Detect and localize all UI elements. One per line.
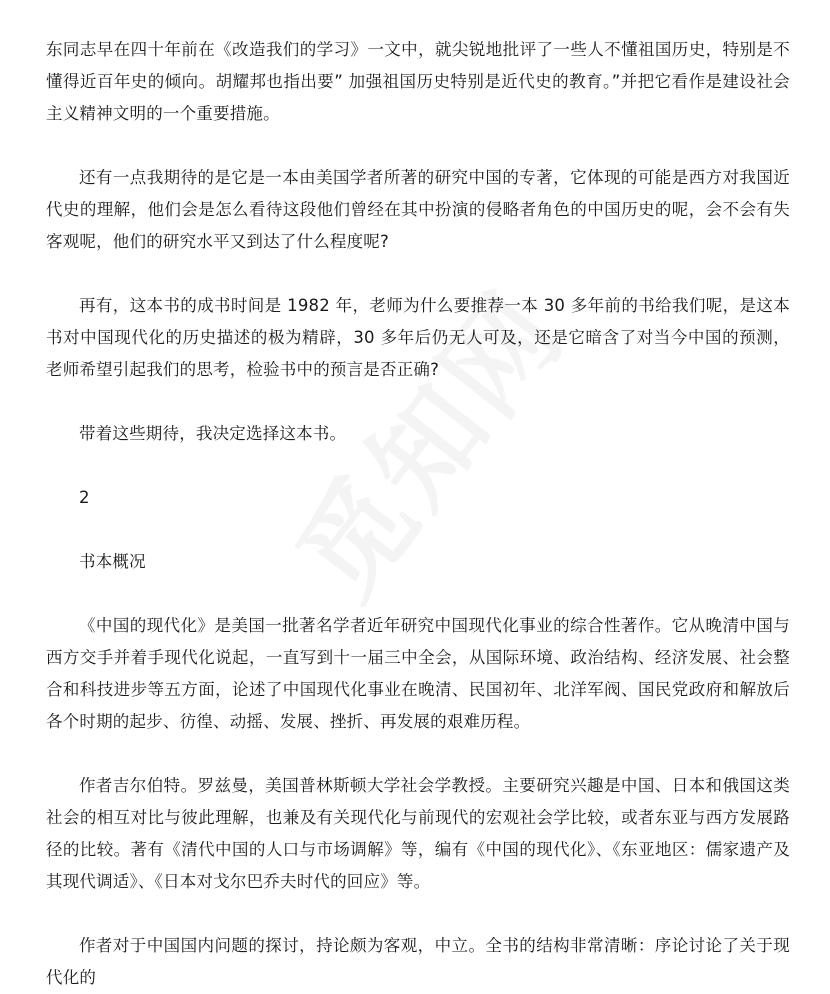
paragraph-author-bio: 作者吉尔伯特。罗兹曼，美国普林斯顿大学社会学教授。主要研究兴趣是中国、日本和俄国这类社会的相互对比与彼此理解，也兼及有关现代化与前现代的宏观社会学比较，或者东亚与西方发展路径的比较。著有《清代中国的人口与市场调解》等，编有《中国的现代化》、《东亚地区：儒家遗产及其现代调适》、《日本对戈尔巴乔夫时代的回应》等。 xyxy=(46,776,790,891)
section-number: 2 xyxy=(79,488,90,507)
section-heading: 书本概况 xyxy=(79,552,146,571)
paragraph-structure: 作者对于中国国内问题的探讨，持论颇为客观，中立。全书的结构非常清晰：序论讨论了关于现代化的 xyxy=(46,936,790,987)
paragraph-book-overview: 《中国的现代化》是美国一批著名学者近年研究中国现代化事业的综合性著作。它从晚清中国与西方交手并着手现代化说起，一直写到十一届三中全会，从国际环境、政治结构、经济发展、社会整合和科技进步等五方面，论述了中国现代化事业在晚清、民国初年、北洋军阀、国民党政府和解放后各个时期的起步、彷徨、动摇、发展、挫折、再发展的艰难历程。 xyxy=(46,616,790,731)
paragraph-continuation: 东同志早在四十年前在《改造我们的学习》一文中，就尖锐地批评了一些人不懂祖国历史，特别是不懂得近百年史的倾向。胡耀邦也指出要” 加强祖国历史特别是近代史的教育。”并把它看作是建设社会主义精神文明的一个重要措施。 xyxy=(46,40,790,123)
paragraph-decision: 带着这些期待，我决定选择这本书。 xyxy=(79,424,347,443)
paragraph-book-date: 再有，这本书的成书时间是 1982 年，老师为什么要推荐一本 30 多年前的书给我们呢，是这本书对中国现代化的历史描述的极为精辟，30 多年后仍无人可及，还是它暗含了对当今中国的预测，老师希望引起我们的思考，检验书中的预言是否正确? xyxy=(46,296,790,379)
paragraph-expectation-western-view: 还有一点我期待的是它是一本由美国学者所著的研究中国的专著，它体现的可能是西方对我国近代史的理解，他们会是怎么看待这段他们曾经在其中扮演的侵略者角色的中国历史的呢，会不会有失客观呢，他们的研究水平又到达了什么程度呢? xyxy=(46,168,790,251)
